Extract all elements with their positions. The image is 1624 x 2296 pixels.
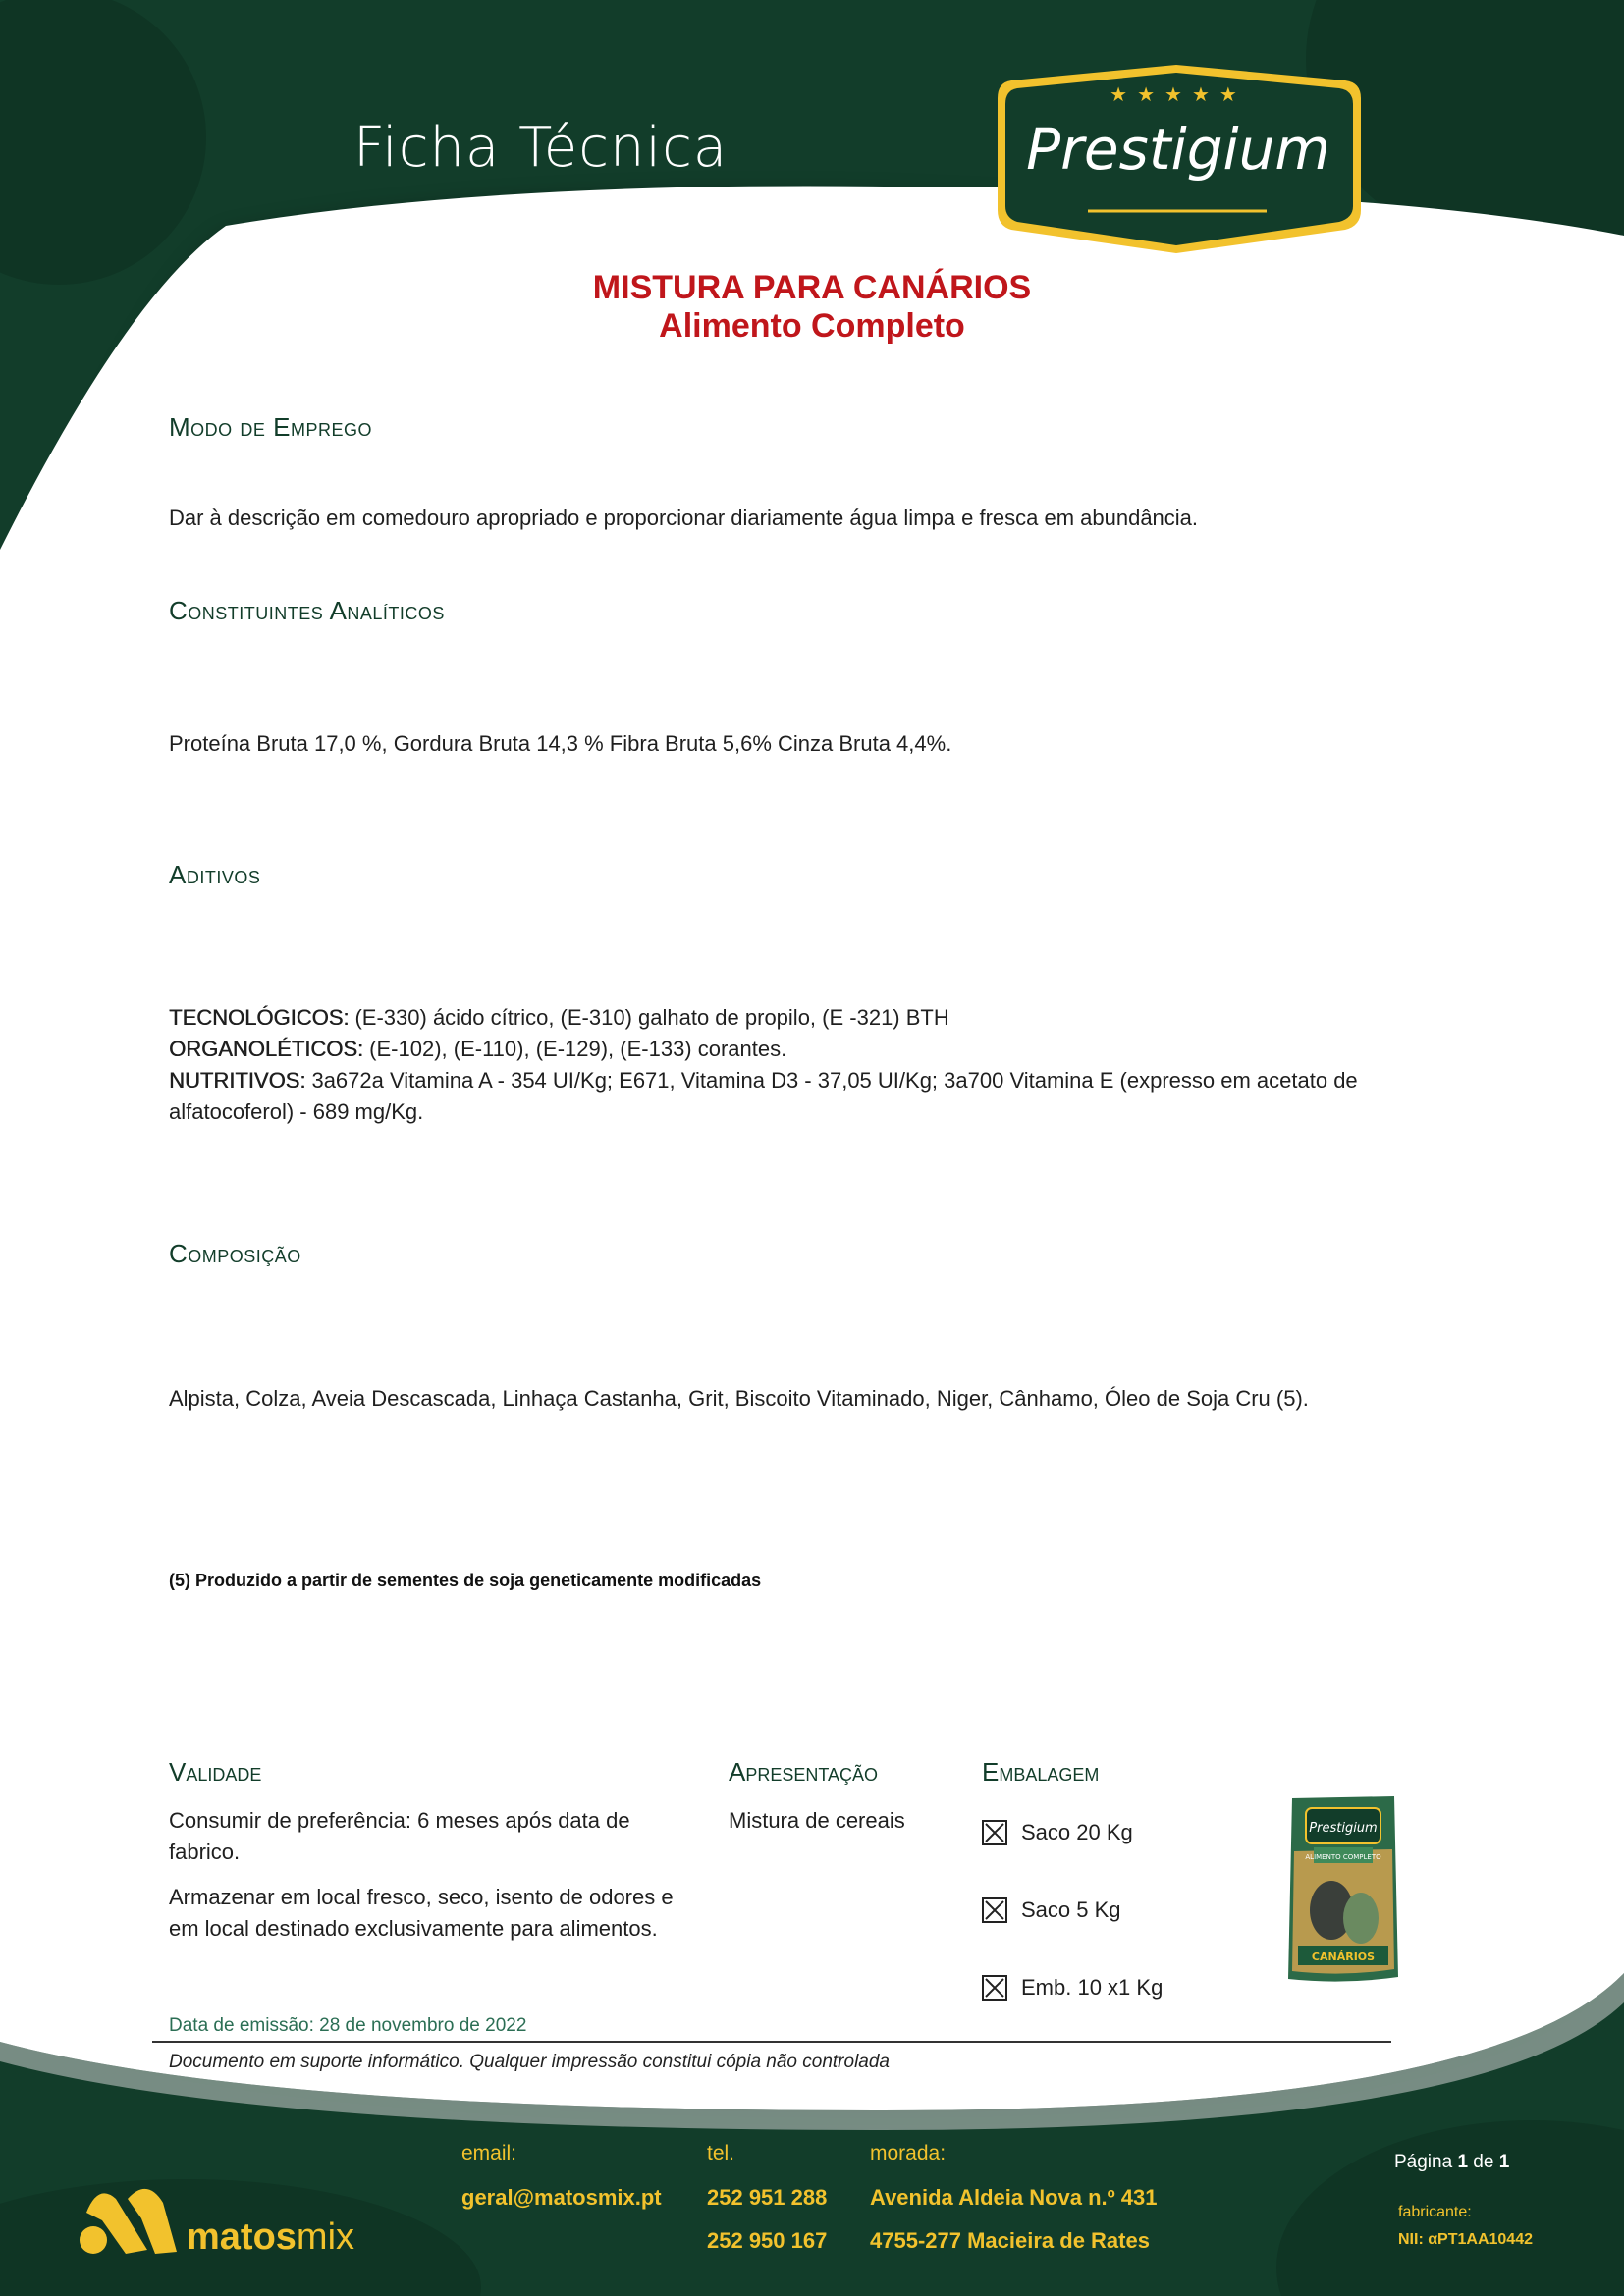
label-organoleticos: ORGANOLÉTICOS:: [169, 1037, 364, 1061]
heading-embalagem: Embalagem: [982, 1757, 1100, 1787]
package-line: ALIMENTO COMPLETO: [1305, 1853, 1381, 1861]
logo-word-bold: matos: [187, 2216, 297, 2258]
page-prefix: Página: [1394, 2152, 1458, 2172]
tel-2[interactable]: 252 950 167: [707, 2228, 828, 2253]
morada-line-2: 4755-277 Macieira de Rates: [870, 2228, 1150, 2253]
disclaimer: Documento em suporte informático. Qualquer impressão constitui cópia não controlada: [169, 2052, 890, 2072]
embalagem-column: [982, 1757, 1276, 2007]
checkbox-checked-icon[interactable]: [982, 1820, 1007, 1845]
apresentacao-text: Mistura de cereais: [729, 1808, 905, 1833]
morada-label: morada:: [870, 2142, 947, 2164]
divider: [152, 2041, 1391, 2043]
text-modo-de-emprego: Dar à descrição em comedouro apropriado e proporcionar diariamente água limpa e fresca em abundância.: [169, 506, 1199, 530]
email-link[interactable]: geral@matosmix.pt: [461, 2185, 662, 2210]
morada-line-1: Avenida Aldeia Nova n.º 431: [870, 2185, 1158, 2210]
page-title: Ficha Técnica: [353, 116, 729, 180]
checkbox-checked-icon[interactable]: [982, 1975, 1007, 2001]
emission-date: Data de emissão: 28 de novembro de 2022: [169, 2015, 527, 2036]
heading-validade: Validade: [169, 1757, 262, 1787]
package-label: CANÁRIOS: [1311, 1950, 1376, 1963]
value-nutritivos: 3a672a Vitamina A - 354 UI/Kg; E671, Vitamina D3 - 37,05 UI/Kg; 3a700 Vitamina E (expresso em acetato de alfatocoferol) - 689 mg/Kg.: [169, 1068, 1358, 1124]
heading-modo-de-emprego: Modo de Emprego: [169, 412, 372, 442]
value-organoleticos: (E-102), (E-110), (E-129), (E-133) corantes.: [363, 1037, 787, 1061]
aditivos-nutritivos: [169, 1065, 1475, 1128]
embalagem-list: [982, 1813, 1276, 2007]
heading-composicao: Composição: [169, 1239, 301, 1268]
tel-label: tel.: [707, 2142, 735, 2164]
label-tecnologicos: TECNOLÓGICOS:: [169, 1005, 350, 1030]
page-number: [1394, 2152, 1509, 2173]
validade-text-2: Armazenar em local fresco, seco, isento de odores e em local destinado exclusivamente para alimentos.: [169, 1885, 674, 1941]
nii-number: NII: αPT1AA10442: [1398, 2231, 1533, 2248]
aditivos-organoleticos: [169, 1034, 1475, 1065]
validade-text-1: Consumir de preferência: 6 meses após data de fabrico.: [169, 1808, 630, 1864]
footnote-soja: (5) Produzido a partir de sementes de soja geneticamente modificadas: [169, 1571, 762, 1590]
text-constituintes: Proteína Bruta 17,0 %, Gordura Bruta 14,3 % Fibra Bruta 5,6% Cinza Bruta 4,4%.: [169, 731, 952, 756]
page-total: 1: [1498, 2152, 1510, 2172]
value-tecnologicos: (E-330) ácido cítrico, (E-310) galhato de propilo, (E -321) BTH: [349, 1005, 949, 1030]
tel-1[interactable]: 252 951 288: [707, 2185, 828, 2210]
embalagem-label: Saco 20 Kg: [1021, 1820, 1133, 1844]
heading-constituintes: Constituintes Analíticos: [169, 596, 445, 625]
product-name: MISTURA PARA CANÁRIOS: [592, 269, 1032, 306]
embalagem-option-saco-5kg[interactable]: [982, 1891, 1276, 1930]
embalagem-option-saco-20kg[interactable]: [982, 1813, 1276, 1852]
text-composicao: Alpista, Colza, Aveia Descascada, Linhaça Castanha, Grit, Biscoito Vitaminado, Niger, Cânhamo, Óleo de Soja Cru (5).: [169, 1386, 1309, 1411]
fabricante-label: fabricante:: [1398, 2204, 1472, 2220]
email-label: email:: [461, 2142, 517, 2164]
page-sep: de: [1468, 2152, 1499, 2172]
embalagem-label: Emb. 10 x1 Kg: [1021, 1975, 1164, 2000]
aditivos-tecnologicos: [169, 1002, 1475, 1034]
package-brand: Prestigium: [1309, 1821, 1378, 1836]
apresentacao-column: [729, 1757, 945, 1837]
heading-apresentacao: Apresentação: [729, 1757, 879, 1787]
validade-column: [169, 1757, 699, 1945]
logo-word-light: mix: [296, 2216, 355, 2258]
heading-aditivos: Aditivos: [169, 860, 261, 889]
badge-stars: ★★★★★: [1110, 82, 1247, 106]
product-package-image: [1284, 1792, 1402, 1987]
embalagem-option-emb-10x1kg[interactable]: [982, 1968, 1276, 2007]
label-nutritivos: NUTRITIVOS:: [169, 1068, 306, 1093]
text-aditivos: [169, 1002, 1475, 1128]
checkbox-checked-icon[interactable]: [982, 1897, 1007, 1923]
brand-badge: Prestigium: [1026, 116, 1330, 183]
page-current: 1: [1457, 2152, 1469, 2172]
matosmix-logo: [187, 2216, 354, 2259]
product-subtitle: Alimento Completo: [659, 307, 965, 345]
embalagem-label: Saco 5 Kg: [1021, 1897, 1121, 1922]
